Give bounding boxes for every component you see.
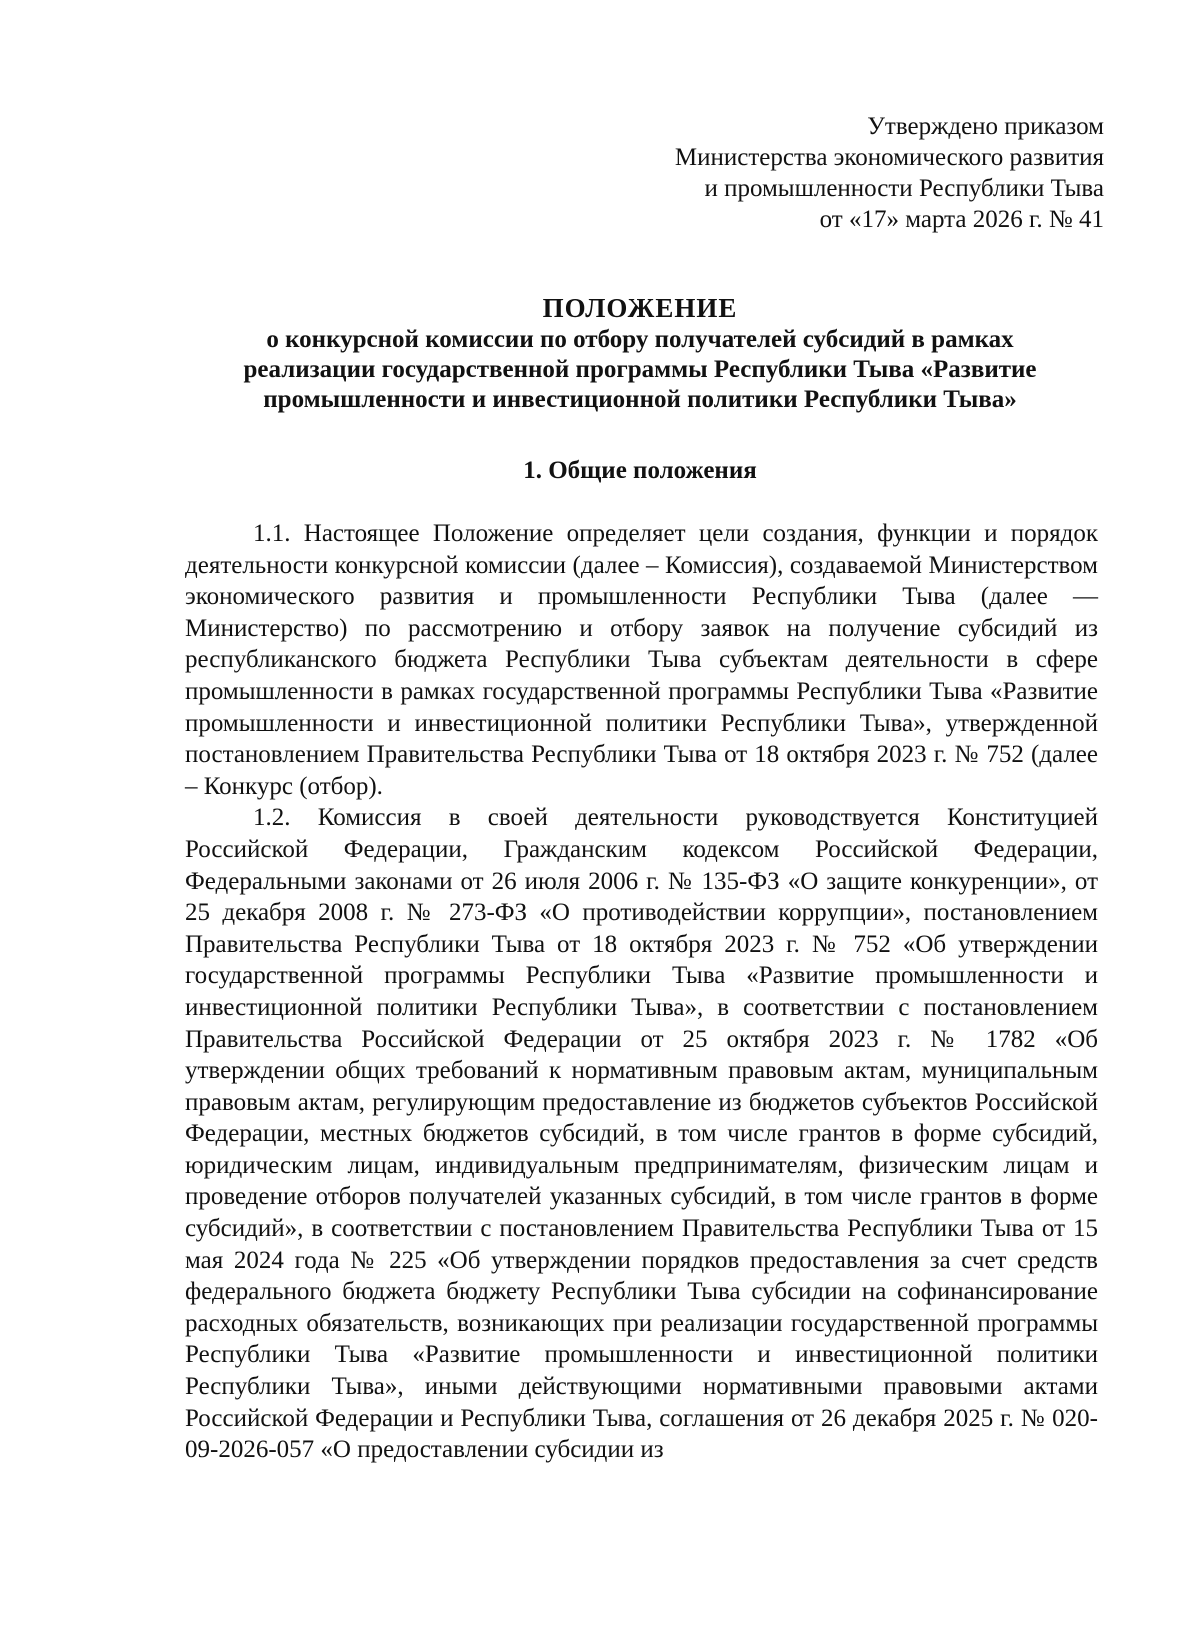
document-title-line-3: промышленности и инвестиционной политики Республики Тыва» [263,386,1017,413]
approval-line-1: Утверждено приказом [867,113,1104,140]
approval-line-4: от «17» марта 2026 г. № 41 [819,206,1104,233]
paragraph-1-2: 1.2. Комиссия в своей деятельности руководствуется Конституцией Российской Федерации, Гражданским кодексом Российской Федерации, Федеральными законами от 26 июля 2006 г. № 135-ФЗ «О защите конкуренции», от 25 декабря 2008 г. № 273-ФЗ «О противодействии коррупции», постановлением Правительства Республики Тыва от 18 октября 2023 г. № 752 «Об утверждении государственной программы Республики Тыва «Развитие промышленности и инвестиционной политики Республики Тыва», в соответствии с постановлением Правительства Российской Федерации от 25 октября 2023 г. № 1782 «Об утверждении общих требований к нормативным правовым актам, муниципальным правовым актам, регулирующим предоставление из бюджетов субъектов Российской Федерации, местных бюджетов субсидий, в том числе грантов в форме субсидий, юридическим лицам, индивидуальным предпринимателям, физическим лицам и проведение отборов получателей указанных субсидий, в том числе грантов в форме субсидий», в соответствии с постановлением Правительства Республики Тыва от 15 мая 2024 года № 225 «Об утверждении порядков предоставления за счет средств федерального бюджета бюджету Республики Тыва субсидии на софинансирование расходных обязательств, возникающих при реализации государственной программы Республики Тыва «Развитие промышленности и инвестиционной политики Республики Тыва», иными действующими нормативными правовыми актами Российской Федерации и Республики Тыва, соглашения от 26 декабря 2025 г. № 020-09-2026-057 «О предоставлении субсидии из [185,804,1098,1464]
approval-line-2: Министерства экономического развития [674,144,1104,171]
document-title-line-1: о конкурсной комиссии по отбору получателей субсидий в рамках [266,326,1014,353]
approval-stamp [504,111,1104,235]
approval-line-3: и промышленности Республики Тыва [704,175,1104,202]
document-title [180,293,1100,415]
section-heading: 1. Общие положения [523,457,757,484]
paragraph-1-1: 1.1. Настоящее Положение определяет цели создания, функции и порядок деятельности конкурсной комиссии (далее – Комиссия), создаваемой Министерством экономического развития и промышленности Республики Тыва (далее — Министерство) по рассмотрению и отбору заявок на получение субсидий из республиканского бюджета Республики Тыва субъектам деятельности в сфере промышленности в рамках государственной программы Республики Тыва «Развитие промышленности и инвестиционной политики Республики Тыва», утвержденной постановлением Правительства Республики Тыва от 18 октября 2023 г. № 752 (далее – Конкурс (отбор). [185,520,1098,800]
document-title-line-2: реализации государственной программы Республики Тыва «Развитие [243,356,1037,383]
document-title-main: ПОЛОЖЕНИЕ [542,293,738,323]
document-body [185,518,1098,1466]
